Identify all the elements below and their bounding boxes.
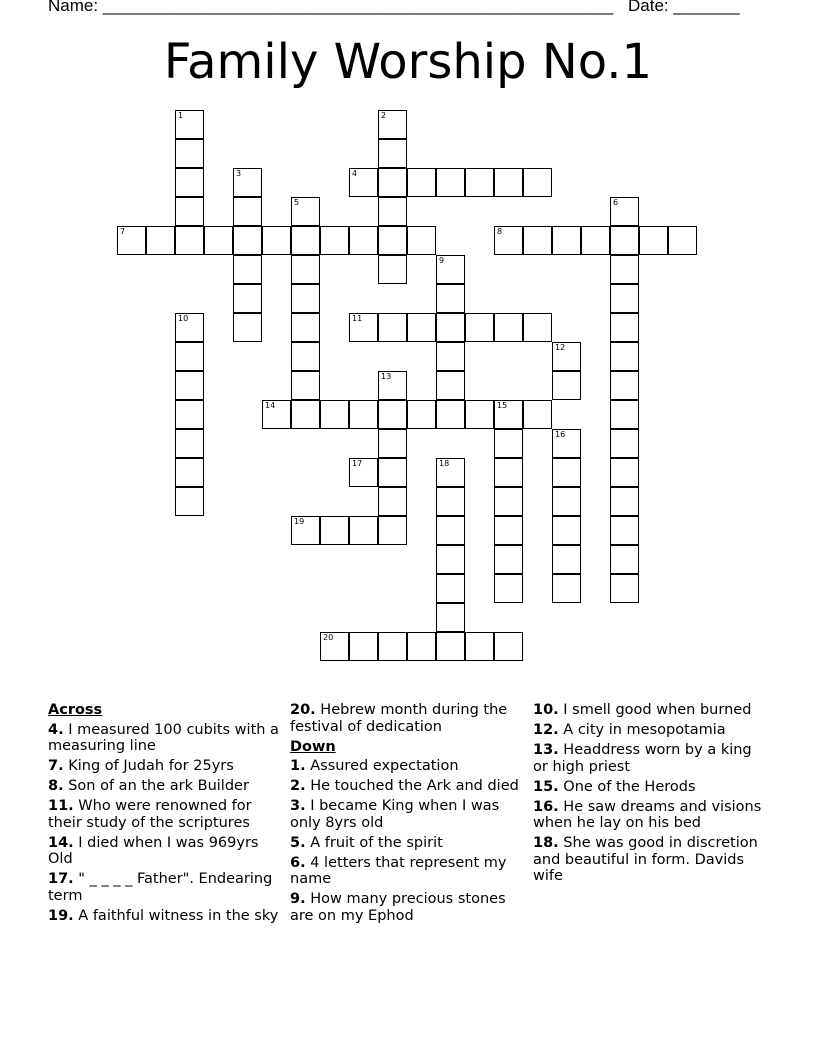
clue-number: 6. — [290, 854, 306, 871]
grid-cell[interactable] — [320, 400, 349, 429]
clue-number: 20. — [290, 702, 316, 718]
grid-cell[interactable] — [291, 342, 320, 371]
cell-number: 7 — [120, 227, 126, 236]
grid-cell[interactable] — [291, 516, 320, 545]
grid-cell[interactable] — [610, 516, 639, 545]
clue-number: 5. — [290, 834, 306, 851]
grid-cell[interactable] — [378, 110, 407, 139]
down-clue — [533, 835, 765, 885]
down-clue — [533, 742, 765, 775]
grid-cell[interactable] — [233, 226, 262, 255]
clue-text: One of the Herods — [558, 778, 696, 795]
clue-number: 7. — [48, 758, 64, 774]
cell-number: 5 — [294, 198, 300, 207]
grid-cell[interactable] — [378, 516, 407, 545]
grid-cell[interactable] — [436, 516, 465, 545]
clue-number: 10. — [533, 702, 559, 718]
cell-number: 11 — [352, 314, 363, 323]
grid-cell[interactable] — [552, 458, 581, 487]
cell-number: 10 — [178, 314, 189, 323]
grid-cell[interactable] — [436, 487, 465, 516]
cell-number: 9 — [439, 256, 445, 265]
cell-number: 13 — [381, 372, 392, 381]
cell-number: 3 — [236, 169, 242, 178]
clue-text: She was good in discretion and beautiful in form. Davids wife — [533, 835, 758, 884]
grid-cell[interactable] — [552, 342, 581, 371]
grid-cell[interactable] — [494, 545, 523, 574]
clue-text: A city in mesopotamia — [558, 722, 726, 738]
down-clue — [290, 778, 522, 795]
clue-number: 19. — [48, 907, 74, 924]
across-clue — [48, 798, 280, 831]
clues-column-3 — [533, 702, 765, 888]
down-clue-list — [290, 758, 522, 924]
clue-text: I became King when I was only 8yrs old — [290, 798, 500, 831]
grid-cell[interactable] — [523, 168, 552, 197]
grid-cell[interactable] — [552, 516, 581, 545]
down-clue — [290, 891, 522, 924]
grid-cell[interactable] — [552, 429, 581, 458]
clue-number: 14. — [48, 834, 74, 851]
grid-cell[interactable] — [436, 371, 465, 400]
clue-text: He saw dreams and visions when he lay on his bed — [533, 798, 762, 831]
down-heading: Down — [290, 738, 336, 755]
grid-cell[interactable] — [465, 632, 494, 661]
clue-number: 18. — [533, 835, 559, 851]
grid-cell[interactable] — [291, 226, 320, 255]
clue-number: 15. — [533, 778, 559, 795]
cell-number: 20 — [323, 633, 334, 642]
grid-cell[interactable] — [175, 429, 204, 458]
clue-text: I smell good when burned — [558, 702, 752, 718]
clue-text: A fruit of the spirit — [305, 834, 443, 851]
grid-cell[interactable] — [436, 400, 465, 429]
across-clue — [48, 778, 280, 795]
down-clue — [533, 799, 765, 832]
grid-cell[interactable] — [378, 632, 407, 661]
grid-cell[interactable] — [117, 226, 146, 255]
grid-cell[interactable] — [262, 400, 291, 429]
clue-number: 12. — [533, 722, 559, 738]
grid-cell[interactable] — [436, 545, 465, 574]
grid-cell[interactable] — [494, 458, 523, 487]
grid-cell[interactable] — [291, 284, 320, 313]
grid-cell[interactable] — [378, 313, 407, 342]
grid-cell[interactable] — [494, 516, 523, 545]
grid-cell[interactable] — [581, 226, 610, 255]
grid-cell[interactable] — [407, 313, 436, 342]
grid-cell[interactable] — [320, 632, 349, 661]
across-clue — [48, 908, 280, 925]
grid-cell[interactable] — [436, 632, 465, 661]
grid-cell[interactable] — [610, 342, 639, 371]
grid-cell[interactable] — [436, 284, 465, 313]
grid-cell[interactable] — [494, 632, 523, 661]
grid-cell[interactable] — [378, 168, 407, 197]
grid-cell[interactable] — [349, 632, 378, 661]
clue-number: 3. — [290, 798, 306, 814]
grid-cell[interactable] — [175, 313, 204, 342]
grid-cell[interactable] — [175, 110, 204, 139]
grid-cell[interactable] — [349, 168, 378, 197]
clue-text: A faithful witness in the sky — [73, 907, 279, 924]
grid-cell[interactable] — [291, 313, 320, 342]
clue-number: 17. — [48, 871, 74, 887]
grid-cell[interactable] — [175, 400, 204, 429]
grid-cell[interactable] — [407, 400, 436, 429]
across-clue-list — [48, 722, 280, 925]
down-clue — [290, 758, 522, 775]
grid-cell[interactable] — [349, 458, 378, 487]
grid-cell[interactable] — [552, 574, 581, 603]
cell-number: 6 — [613, 198, 619, 207]
grid-cell[interactable] — [639, 226, 668, 255]
clue-number: 9. — [290, 891, 306, 907]
clue-text: He touched the Ark and died — [305, 778, 519, 794]
across-clue — [48, 835, 280, 868]
grid-cell[interactable] — [262, 226, 291, 255]
grid-cell[interactable] — [465, 313, 494, 342]
clue-number: 1. — [290, 758, 306, 774]
name-field[interactable]: Name: ______________________________________________________ — [48, 0, 614, 15]
header — [48, 0, 748, 18]
grid-cell[interactable] — [175, 139, 204, 168]
cell-number: 12 — [555, 343, 566, 352]
grid-cell[interactable] — [436, 313, 465, 342]
grid-cell[interactable] — [407, 226, 436, 255]
grid-cell[interactable] — [465, 400, 494, 429]
cell-number: 2 — [381, 111, 387, 120]
grid-cell[interactable] — [610, 313, 639, 342]
grid-cell[interactable] — [610, 574, 639, 603]
grid-cell[interactable] — [494, 168, 523, 197]
grid-cell[interactable] — [291, 197, 320, 226]
clue-text: How many precious stones are on my Ephod — [290, 891, 506, 924]
grid-cell[interactable] — [233, 313, 262, 342]
grid-cell[interactable] — [610, 545, 639, 574]
grid-cell[interactable] — [175, 487, 204, 516]
grid-cell[interactable] — [233, 197, 262, 226]
grid-cell[interactable] — [436, 255, 465, 284]
grid-cell[interactable] — [378, 487, 407, 516]
clue-text: 4 letters that represent my name — [290, 854, 507, 887]
grid-cell[interactable] — [436, 342, 465, 371]
grid-cell[interactable] — [436, 603, 465, 632]
grid-cell[interactable] — [378, 400, 407, 429]
grid-cell[interactable] — [494, 487, 523, 516]
grid-cell[interactable] — [291, 400, 320, 429]
clue-text: Assured expectation — [305, 758, 459, 774]
clue-number: 2. — [290, 778, 306, 794]
grid-cell[interactable] — [610, 487, 639, 516]
grid-cell[interactable] — [378, 255, 407, 284]
grid-cell[interactable] — [175, 458, 204, 487]
clue-number: 8. — [48, 778, 64, 794]
down-clue — [533, 722, 765, 739]
grid-cell[interactable] — [349, 516, 378, 545]
cell-number: 15 — [497, 401, 508, 410]
clue-text: Hebrew month during the festival of dedication — [290, 702, 508, 735]
down-clue — [533, 702, 765, 719]
grid-cell[interactable] — [494, 429, 523, 458]
grid-cell[interactable] — [175, 197, 204, 226]
grid-cell[interactable] — [175, 371, 204, 400]
cell-number: 17 — [352, 459, 363, 468]
grid-cell[interactable] — [378, 429, 407, 458]
grid-cell[interactable] — [233, 255, 262, 284]
grid-cell[interactable] — [291, 255, 320, 284]
grid-cell[interactable] — [552, 226, 581, 255]
cell-number: 16 — [555, 430, 566, 439]
grid-cell[interactable] — [465, 168, 494, 197]
page-title: Family Worship No.1 — [163, 34, 653, 90]
grid-cell[interactable] — [552, 371, 581, 400]
grid-cell[interactable] — [610, 371, 639, 400]
grid-cell[interactable] — [494, 574, 523, 603]
grid-cell[interactable] — [610, 197, 639, 226]
across-clue — [48, 871, 280, 904]
grid-cell[interactable] — [146, 226, 175, 255]
clue-number: 11. — [48, 798, 74, 814]
grid-cell[interactable] — [349, 226, 378, 255]
across-clue-list-continued — [290, 702, 522, 735]
clue-number: 16. — [533, 798, 559, 815]
grid-cell[interactable] — [320, 226, 349, 255]
grid-cell[interactable] — [494, 313, 523, 342]
grid-cell[interactable] — [610, 400, 639, 429]
grid-cell[interactable] — [233, 168, 262, 197]
across-heading: Across — [48, 702, 103, 718]
clue-number: 13. — [533, 742, 559, 758]
cell-number: 18 — [439, 459, 450, 468]
grid-cell[interactable] — [407, 632, 436, 661]
clue-text: Headdress worn by a king or high priest — [533, 742, 752, 775]
grid-cell[interactable] — [175, 342, 204, 371]
grid-cell[interactable] — [610, 255, 639, 284]
across-clue — [290, 702, 522, 735]
clue-text: " _ _ _ _ Father". Endearing term — [48, 871, 273, 904]
grid-cell[interactable] — [523, 313, 552, 342]
grid-cell[interactable] — [523, 226, 552, 255]
clue-text: I measured 100 cubits with a measuring line — [48, 721, 279, 754]
grid-cell[interactable] — [378, 139, 407, 168]
grid-cell[interactable] — [552, 545, 581, 574]
clues-column-1 — [48, 702, 280, 928]
clues-column-2 — [290, 702, 522, 928]
grid-cell[interactable] — [349, 400, 378, 429]
grid-cell[interactable] — [610, 458, 639, 487]
grid-cell[interactable] — [204, 226, 233, 255]
grid-cell[interactable] — [610, 226, 639, 255]
across-clue — [48, 722, 280, 755]
grid-cell[interactable] — [320, 516, 349, 545]
grid-cell[interactable] — [610, 429, 639, 458]
grid-cell[interactable] — [494, 226, 523, 255]
grid-cell[interactable] — [436, 458, 465, 487]
grid-cell[interactable] — [668, 226, 697, 255]
grid-cell[interactable] — [552, 487, 581, 516]
cell-number: 4 — [352, 169, 358, 178]
clue-number: 4. — [48, 721, 64, 738]
grid-cell[interactable] — [378, 197, 407, 226]
grid-cell[interactable] — [436, 574, 465, 603]
cell-number: 8 — [497, 227, 503, 236]
grid-cell[interactable] — [407, 168, 436, 197]
down-clue — [290, 798, 522, 831]
grid-cell[interactable] — [175, 168, 204, 197]
cell-number: 14 — [265, 401, 276, 410]
clue-text: Son of an the ark Builder — [63, 778, 249, 794]
grid-cell[interactable] — [610, 284, 639, 313]
clue-text: Who were renowned for their study of the scriptures — [48, 798, 252, 831]
down-clue-list-continued — [533, 702, 765, 885]
grid-cell[interactable] — [291, 371, 320, 400]
grid-cell[interactable] — [436, 168, 465, 197]
date-field[interactable]: Date: _______ — [628, 0, 740, 15]
across-clue — [48, 758, 280, 775]
down-clue — [533, 779, 765, 796]
grid-cell[interactable] — [233, 284, 262, 313]
grid-cell[interactable] — [378, 458, 407, 487]
down-clue — [290, 855, 522, 888]
grid-cell[interactable] — [175, 226, 204, 255]
cell-number: 19 — [294, 517, 305, 526]
clue-text: King of Judah for 25yrs — [63, 758, 234, 774]
grid-cell[interactable] — [378, 371, 407, 400]
grid-cell[interactable] — [494, 400, 523, 429]
grid-cell[interactable] — [378, 226, 407, 255]
grid-cell[interactable] — [349, 313, 378, 342]
grid-cell[interactable] — [523, 400, 552, 429]
clue-text: I died when I was 969yrs Old — [48, 834, 259, 867]
down-clue — [290, 835, 522, 852]
cell-number: 1 — [178, 111, 184, 120]
